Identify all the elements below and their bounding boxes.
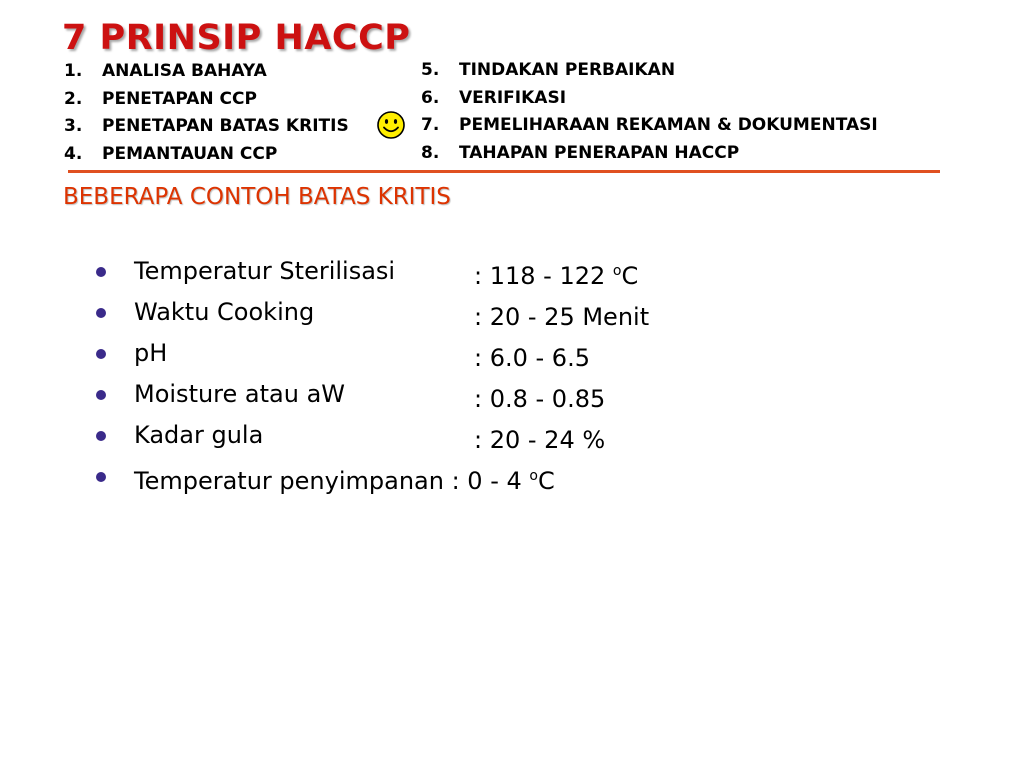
bullet-icon (96, 267, 106, 277)
limit-label: pH (134, 339, 168, 367)
bullet-icon (96, 431, 106, 441)
smiley-face-icon (376, 110, 406, 140)
principle-item (421, 112, 878, 140)
principle-item (421, 57, 878, 85)
principle-number: 5. (421, 60, 440, 80)
principle-label: TINDAKAN PERBAIKAN (459, 60, 676, 80)
principle-label: PEMANTAUAN CCP (102, 143, 278, 164)
principle-item (64, 86, 349, 114)
limit-value: : 20 - 24 % (474, 426, 606, 454)
principle-item (421, 85, 878, 113)
principles-list-left (64, 58, 349, 168)
limit-value: : 6.0 - 6.5 (474, 344, 590, 372)
limit-value: : 20 - 25 Menit (474, 303, 650, 331)
principle-label: TAHAPAN PENERAPAN HACCP (459, 142, 740, 163)
bullet-icon (96, 308, 106, 318)
bullet-icon (96, 349, 106, 359)
principle-number: 3. (64, 116, 83, 136)
principle-number: 6. (421, 87, 440, 108)
limit-label: Kadar gula (134, 421, 264, 449)
slide-title: 7 PRINSIP HACCP (62, 18, 411, 58)
principle-item (64, 141, 349, 169)
limit-label: Temperatur Sterilisasi (134, 257, 396, 285)
principles-list-right (421, 57, 878, 167)
limit-label: Moisture atau aW (134, 380, 346, 408)
principle-number: 2. (64, 88, 83, 109)
principle-label: ANALISA BAHAYA (102, 61, 267, 81)
principle-number: 4. (64, 143, 83, 164)
principle-label: VERIFIKASI (459, 87, 567, 108)
principle-label: PENETAPAN CCP (102, 88, 257, 109)
principle-item (64, 113, 349, 141)
principle-label: PENETAPAN BATAS KRITIS (102, 116, 349, 136)
limit-value: : 0.8 - 0.85 (474, 385, 606, 413)
principle-number: 8. (421, 142, 440, 163)
section-divider (68, 170, 940, 173)
principle-number: 7. (421, 115, 440, 135)
bullet-icon (96, 472, 106, 482)
limit-label: Temperatur penyimpanan : 0 - 4 $^o$C (134, 467, 555, 495)
principle-number: 1. (64, 61, 83, 81)
limit-label: Waktu Cooking (134, 298, 315, 326)
principle-label: PEMELIHARAAN REKAMAN & DOKUMENTASI (459, 115, 878, 135)
bullet-icon (96, 390, 106, 400)
limit-value: : 118 - 122 $^o$C (474, 262, 639, 290)
principle-item (64, 58, 349, 86)
principle-item (421, 140, 878, 168)
section-subtitle: BEBERAPA CONTOH BATAS KRITIS (63, 184, 451, 210)
